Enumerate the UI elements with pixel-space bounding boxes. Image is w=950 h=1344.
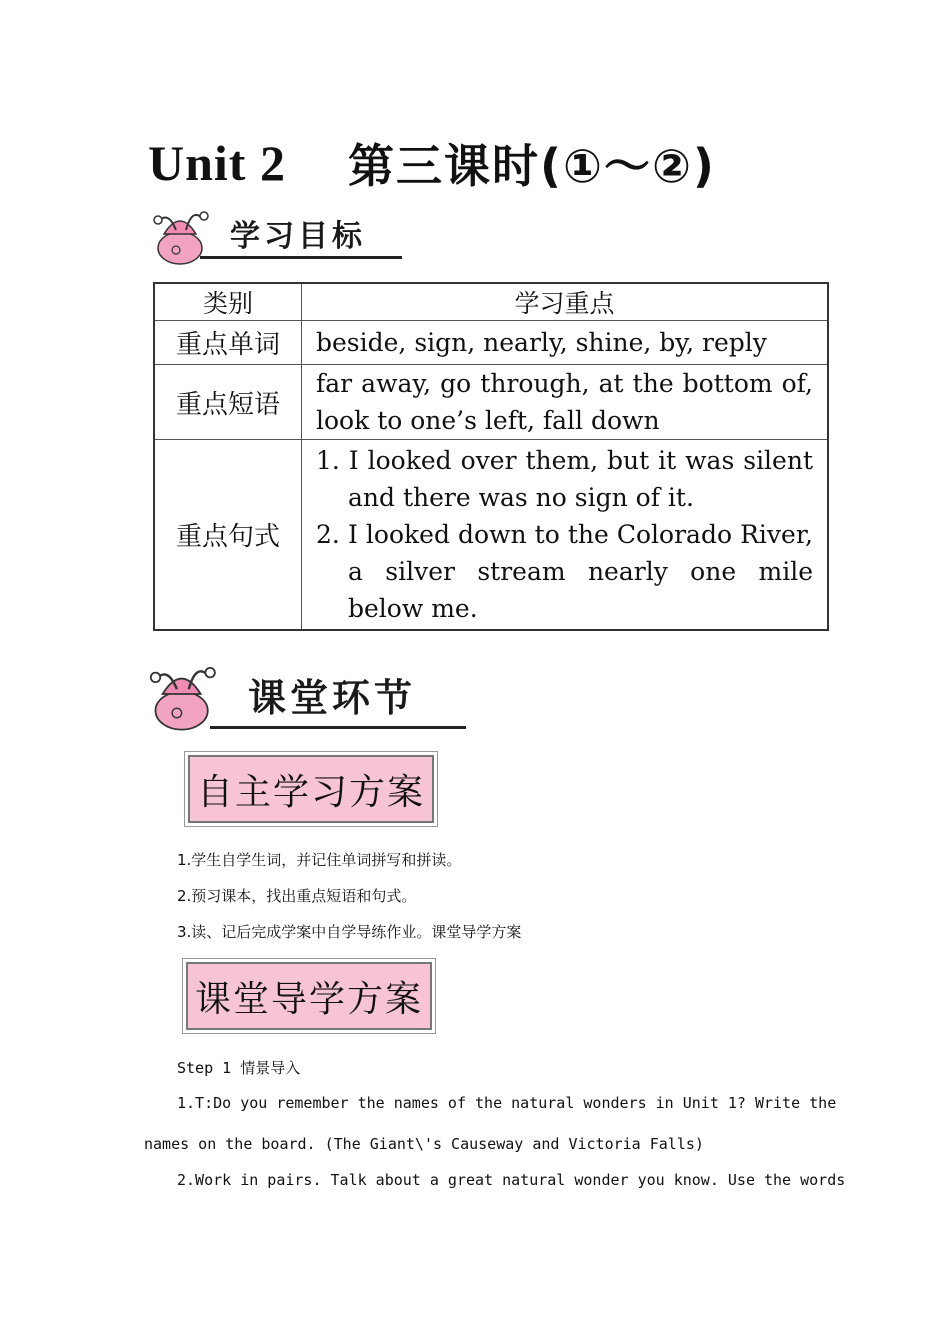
- section-classroom: [248, 672, 416, 722]
- table-header: 学习重点: [302, 283, 829, 321]
- self-study-box: 自主学习方案: [188, 755, 434, 823]
- table-row: [154, 321, 828, 365]
- lesson-label: 第三课时(①～②): [347, 139, 716, 193]
- section-learning-goals-label: 学习目标: [230, 219, 366, 254]
- paragraph-line: names on the board. (The Giant\'s Causeway and Victoria Falls): [144, 1135, 704, 1153]
- table-header: 类别: [154, 283, 302, 321]
- table-cell-category: 重点句式: [154, 440, 302, 630]
- table-row: [154, 365, 828, 440]
- section-underline: [200, 256, 402, 259]
- table-cell-category: 重点单词: [154, 321, 302, 365]
- table-cell-category: 重点短语: [154, 365, 302, 440]
- class-guide-box: 课堂导学方案: [186, 962, 432, 1030]
- list-item: 1.学生自学生词，并记住单词拼写和拼读。: [177, 851, 462, 869]
- step-title: [177, 1057, 300, 1078]
- paragraph-line: 1.T:Do you remember the names of the natural wonders in Unit 1? Write the: [177, 1094, 837, 1112]
- step-title-en: Step 1: [177, 1059, 232, 1077]
- table-cell-content: [302, 440, 829, 630]
- sentence-item: 2. I looked down to the Colorado River, a silver stream nearly one mile below me.: [316, 519, 813, 623]
- unit-label: Unit 2: [148, 135, 286, 191]
- page-title: [148, 128, 716, 198]
- paragraph-line: 2.Work in pairs. Talk about a great natural wonder you know. Use the words: [177, 1171, 846, 1189]
- section-learning-goals: [230, 215, 366, 255]
- step-title-cn: 情景导入: [240, 1059, 301, 1077]
- table-header-row: [154, 283, 828, 321]
- sentence-item: 1. I looked over them, but it was silent and there was no sign of it.: [316, 445, 813, 512]
- table-cell-content: beside, sign, nearly, shine, by, reply: [302, 321, 829, 365]
- list-item: 3.读、记后完成学案中自学导练作业。课堂导学方案: [177, 923, 522, 941]
- section-underline: [210, 726, 466, 729]
- flower-mascot-icon: [146, 652, 222, 736]
- learning-goals-table: [153, 282, 829, 631]
- table-cell-content: far away, go through, at the bottom of, look to one’s left, fall down: [302, 365, 829, 440]
- list-item: 2.预习课本，找出重点短语和句式。: [177, 887, 417, 905]
- table-row: [154, 440, 828, 630]
- section-classroom-label: 课堂环节: [248, 676, 417, 720]
